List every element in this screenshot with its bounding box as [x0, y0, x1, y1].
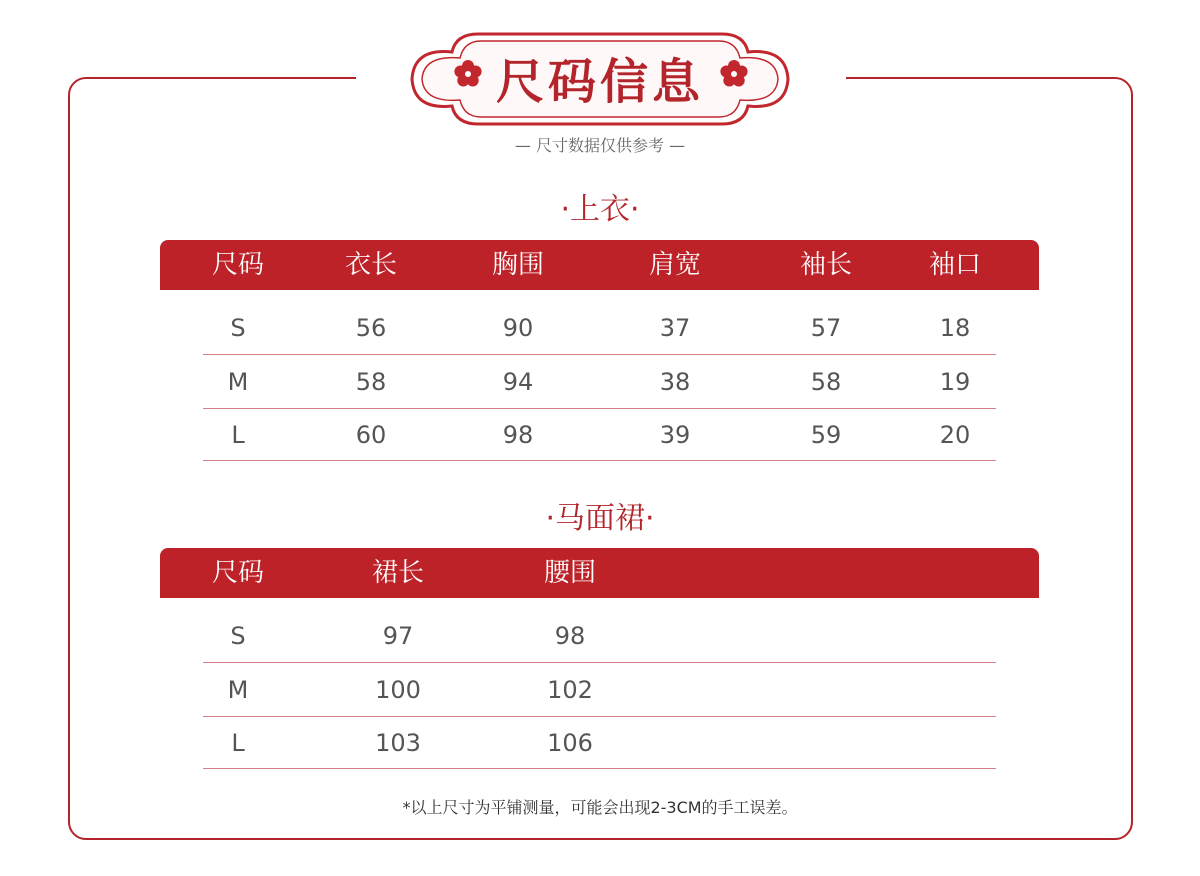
table-cell: 56	[355, 314, 387, 342]
table-cell: 106	[547, 729, 593, 757]
table-cell: 98	[554, 622, 586, 650]
top-col-chest: 胸围	[491, 250, 544, 280]
top-section-title: ·上衣·	[560, 192, 640, 227]
table-cell: 59	[810, 421, 842, 449]
table-cell: 97	[382, 622, 414, 650]
row-divider	[203, 716, 996, 717]
table-cell: 58	[355, 368, 387, 396]
table-cell: 20	[939, 421, 971, 449]
skirt-col-waist: 腰围	[543, 558, 596, 588]
table-cell: S	[230, 314, 246, 342]
table-cell: 39	[659, 421, 691, 449]
table-cell: 94	[502, 368, 534, 396]
measurement-footnote: *以上尺寸为平铺测量，可能会出现2-3CM的手工误差。	[402, 798, 798, 817]
table-cell: M	[227, 676, 249, 704]
table-cell: 103	[375, 729, 421, 757]
table-cell: 18	[939, 314, 971, 342]
page-title: 尺码信息	[495, 53, 704, 110]
row-divider	[203, 662, 996, 663]
table-cell: 37	[659, 314, 691, 342]
table-cell: M	[227, 368, 249, 396]
table-cell: 90	[502, 314, 534, 342]
table-cell: 98	[502, 421, 534, 449]
table-cell: 60	[355, 421, 387, 449]
row-divider	[203, 460, 996, 461]
skirt-table-header	[160, 548, 1039, 598]
skirt-col-length: 裙长	[371, 558, 424, 588]
skirt-col-size: 尺码	[211, 558, 264, 588]
top-col-shoulder: 肩宽	[648, 250, 701, 280]
table-cell: 102	[547, 676, 593, 704]
top-col-cuff: 袖口	[928, 250, 981, 280]
page-subtitle: — 尺寸数据仅供参考 —	[514, 136, 686, 155]
table-cell: L	[231, 729, 245, 757]
top-col-length: 衣长	[344, 250, 397, 280]
top-col-size: 尺码	[211, 250, 264, 280]
row-divider	[203, 408, 996, 409]
row-divider	[203, 768, 996, 769]
table-cell: S	[230, 622, 246, 650]
table-cell: 57	[810, 314, 842, 342]
table-cell: L	[231, 421, 245, 449]
row-divider	[203, 354, 996, 355]
table-cell: 38	[659, 368, 691, 396]
table-cell: 100	[375, 676, 421, 704]
skirt-section-title: ·马面裙·	[545, 501, 655, 536]
table-cell: 58	[810, 368, 842, 396]
table-cell: 19	[939, 368, 971, 396]
top-col-sleeve: 袖长	[799, 250, 852, 280]
top-table-header	[160, 240, 1039, 290]
